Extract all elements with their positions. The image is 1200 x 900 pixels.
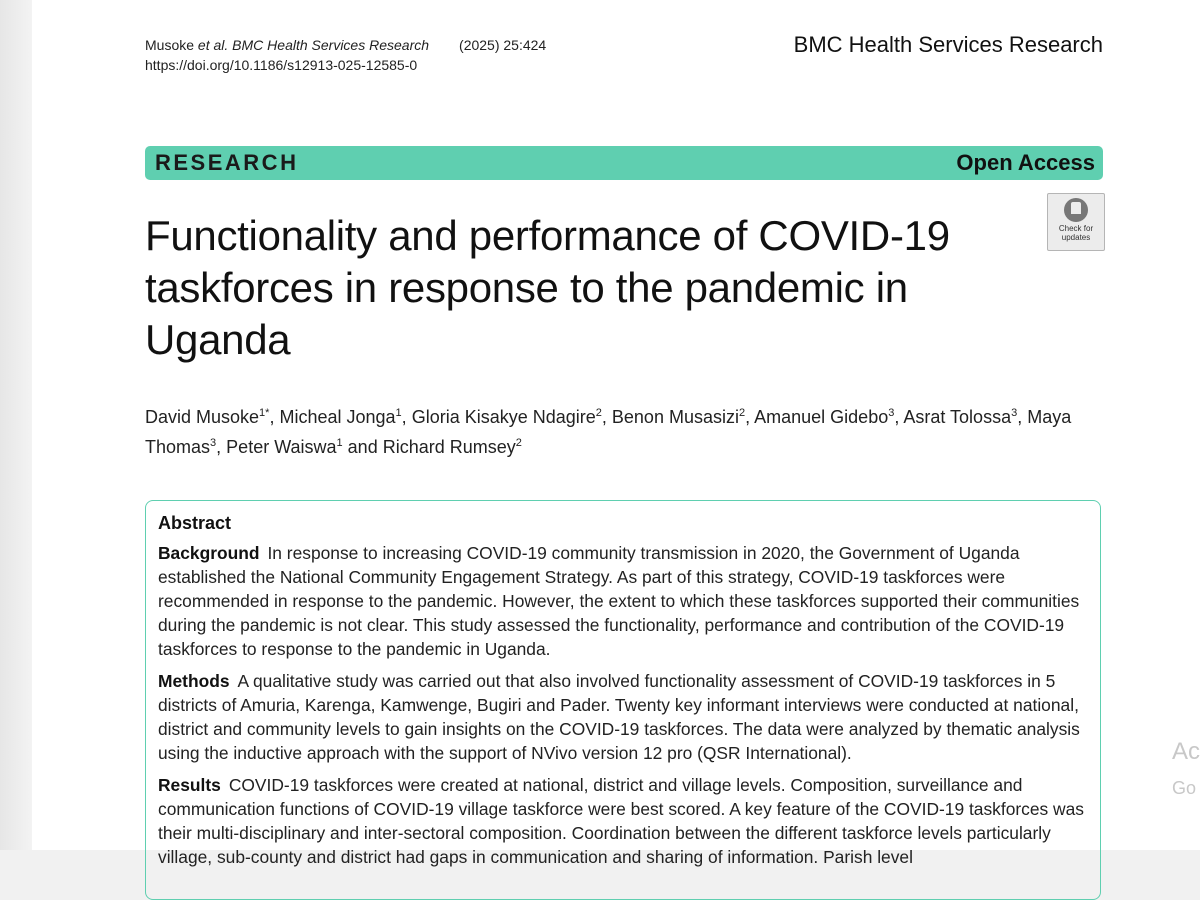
citation-line bbox=[145, 35, 546, 55]
author-name: Micheal Jonga bbox=[279, 407, 396, 427]
citation-doi-link[interactable]: https://doi.org/10.1186/s12913-025-12585-0 bbox=[145, 57, 418, 73]
author-name: Amanuel Gidebo bbox=[754, 407, 889, 427]
author-separator: , bbox=[745, 407, 755, 427]
author-affiliation: 2 bbox=[738, 407, 746, 419]
author-affiliation: 2 bbox=[515, 437, 522, 449]
author-separator: , bbox=[401, 407, 412, 427]
methods-text: A qualitative study was carried out that also involved functionality assessment of COVID-19 taskforces in 5 districts of Amuria, Karenga, Kamwenge, Bugiri and Pader. Twenty key informant interviews were conducted at national, district and community levels to gain insights on the COVID-19 taskforces. The data were analyzed by thematic analysis using the inductive approach with the support of NVivo version 12 pro (QSR International). bbox=[158, 671, 1080, 763]
author-affiliation: 3 bbox=[888, 407, 895, 419]
bookmark-icon bbox=[1064, 198, 1088, 222]
results-text: COVID-19 taskforces were created at national, district and village levels. Composition, surveillance and communication functions of COVID-19 village taskforce were best scored. A key feature of the COVID-19 taskforces was their multi-disciplinary and inter-sectoral composition. Coordination between the different taskforce levels particularly village, sub-county and district had gaps in communication and sharing of information. Parish level bbox=[158, 775, 1084, 867]
results-title: Results bbox=[158, 775, 221, 795]
author-affiliation: 1* bbox=[259, 407, 270, 419]
author-name: Gloria Kisakye Ndagire bbox=[411, 407, 596, 427]
author-affiliation: 3 bbox=[210, 437, 217, 449]
author-separator: , bbox=[894, 407, 904, 427]
article-type-label: RESEARCH bbox=[155, 150, 299, 175]
author-name: David Musoke bbox=[145, 407, 260, 427]
author-name: Richard Rumsey bbox=[382, 437, 516, 457]
abstract-background bbox=[158, 541, 1088, 661]
abstract-methods bbox=[158, 669, 1088, 765]
os-activation-watermark-sub: Go bbox=[1172, 778, 1197, 798]
citation-journal: BMC Health Services Research bbox=[232, 37, 430, 53]
author-name: Asrat Tolossa bbox=[903, 407, 1012, 427]
author-separator: , bbox=[216, 437, 227, 457]
author-name: Maya Thomas bbox=[145, 407, 1072, 457]
author-affiliation: 1 bbox=[336, 437, 343, 449]
os-activation-watermark: Ac bbox=[1172, 738, 1200, 765]
pdf-page bbox=[32, 0, 1200, 867]
abstract-box bbox=[145, 500, 1101, 900]
check-updates-line2: updates bbox=[1061, 233, 1091, 242]
author-separator: , bbox=[269, 407, 280, 427]
journal-name: BMC Health Services Research bbox=[793, 32, 1103, 57]
author-affiliation: 3 bbox=[1011, 407, 1018, 419]
abstract-heading: Abstract bbox=[158, 513, 232, 533]
author-list bbox=[145, 402, 1105, 462]
background-text: In response to increasing COVID-19 community transmission in 2020, the Government of Uganda established the National Community Engagement Strategy. As part of this strategy, COVID-19 taskforces were recommended in response to the pandemic. However, the extent to which these taskforces supported their communities during the pandemic is not clear. This study assessed the functionality, performance and contribution of the COVID-19 taskforces to response to the pandemic in Uganda. bbox=[158, 543, 1080, 659]
article-type-banner bbox=[145, 146, 1103, 180]
author-name: Benon Musasizi bbox=[611, 407, 739, 427]
citation-header bbox=[145, 35, 546, 75]
author-affiliation: 1 bbox=[395, 407, 402, 419]
author-separator: , bbox=[1017, 407, 1028, 427]
background-title: Background bbox=[158, 543, 260, 563]
methods-title: Methods bbox=[158, 671, 230, 691]
article-title: Functionality and performance of COVID-19 taskforces in response to the pandemic in Uganda bbox=[145, 212, 950, 363]
abstract-results bbox=[158, 773, 1088, 869]
author-separator: and bbox=[342, 437, 383, 457]
citation-et-al: et al. bbox=[197, 37, 229, 53]
check-for-updates-badge[interactable] bbox=[1047, 193, 1105, 251]
citation-year-volume: (2025) 25:424 bbox=[459, 37, 547, 53]
check-updates-line1: Check for bbox=[1058, 224, 1094, 233]
open-access-label: Open Access bbox=[956, 150, 1095, 175]
author-separator: , bbox=[601, 407, 612, 427]
author-affiliation: 2 bbox=[595, 407, 602, 419]
viewer-margin bbox=[0, 0, 32, 850]
author-name: Peter Waiswa bbox=[226, 437, 337, 457]
citation-authors: Musoke bbox=[145, 37, 195, 53]
